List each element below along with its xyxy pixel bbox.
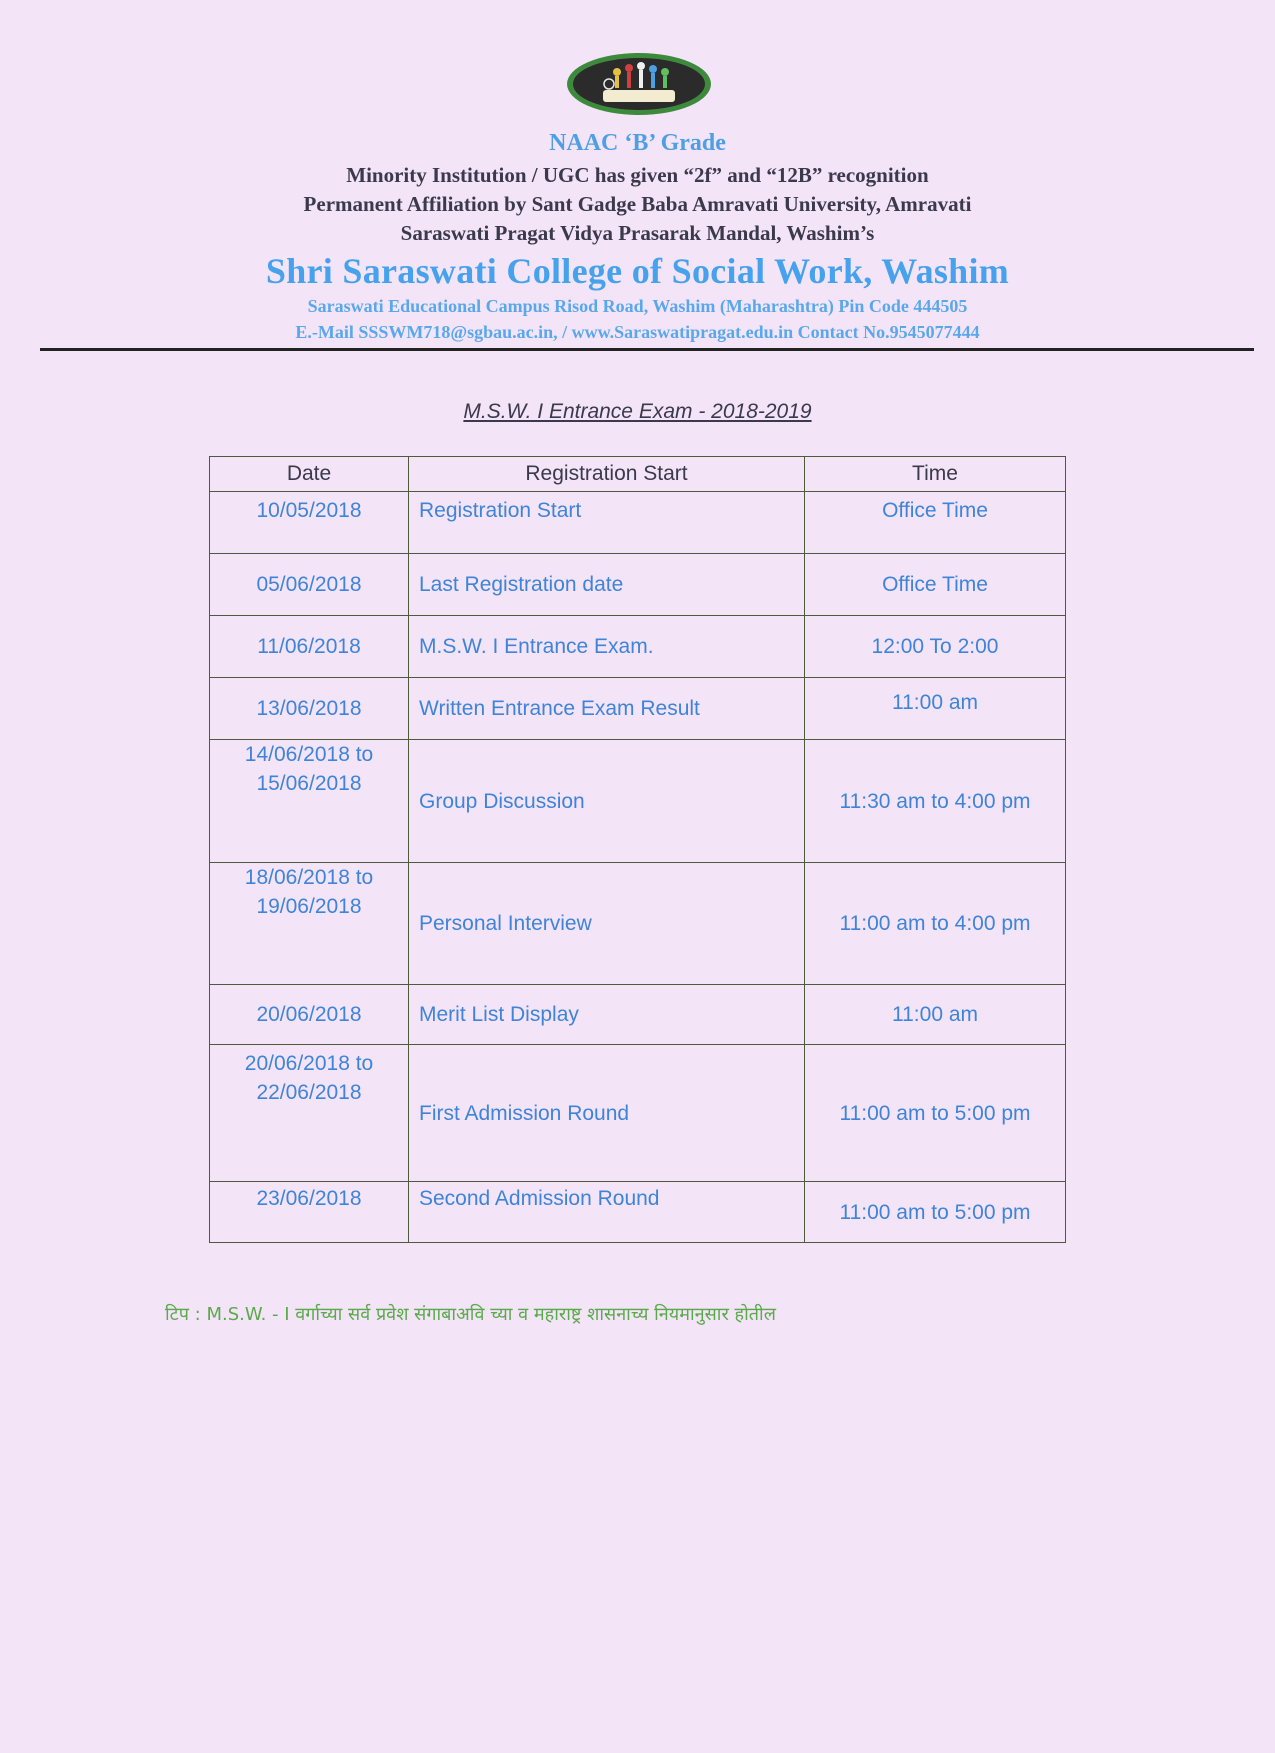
table-row bbox=[210, 1182, 1066, 1243]
event-label: Written Entrance Exam Result bbox=[419, 697, 700, 720]
date-line: 23/06/2018 bbox=[256, 1187, 362, 1210]
table-row bbox=[210, 740, 1066, 863]
row-event bbox=[409, 740, 805, 863]
event-label: Personal Interview bbox=[419, 912, 592, 935]
event-label: Registration Start bbox=[419, 499, 582, 522]
event-label: Last Registration date bbox=[419, 573, 624, 596]
column-header-time: Time bbox=[805, 457, 1066, 492]
table-row bbox=[210, 616, 1066, 678]
table-row bbox=[210, 863, 1066, 985]
row-time bbox=[805, 863, 1066, 985]
table-header-row bbox=[210, 457, 1066, 492]
college-address: Saraswati Educational Campus Risod Road, Washim (Maharashtra) Pin Code 444505 bbox=[307, 296, 968, 316]
row-time bbox=[805, 1182, 1066, 1243]
row-date bbox=[210, 554, 409, 616]
row-event bbox=[409, 678, 805, 740]
date-line: 05/06/2018 bbox=[256, 573, 362, 596]
row-time bbox=[805, 740, 1066, 863]
row-date bbox=[210, 1182, 409, 1243]
date-line: 18/06/2018 to bbox=[244, 866, 374, 889]
date-line: 19/06/2018 bbox=[256, 895, 362, 918]
event-label: Group Discussion bbox=[419, 789, 585, 813]
column-header-event: Registration Start bbox=[409, 457, 805, 492]
row-event bbox=[409, 492, 805, 554]
date-line: 10/05/2018 bbox=[256, 499, 362, 522]
time-label: 11:00 am to 4:00 pm bbox=[839, 912, 1031, 935]
date-line: 14/06/2018 to bbox=[244, 743, 374, 766]
time-label: 11:00 am to 5:00 pm bbox=[839, 1200, 1031, 1224]
row-time bbox=[805, 492, 1066, 554]
date-line: 20/06/2018 to bbox=[244, 1052, 374, 1075]
row-time bbox=[805, 616, 1066, 678]
event-label: Second Admission Round bbox=[419, 1187, 660, 1210]
table-row bbox=[210, 985, 1066, 1045]
table-row bbox=[210, 554, 1066, 616]
exam-schedule-table bbox=[209, 456, 1066, 1243]
page-title: M.S.W. I Entrance Exam - 2018-2019 bbox=[463, 400, 812, 423]
row-time bbox=[805, 985, 1066, 1045]
row-event bbox=[409, 863, 805, 985]
date-line: 15/06/2018 bbox=[256, 772, 362, 795]
time-label: Office Time bbox=[882, 499, 988, 522]
row-event bbox=[409, 1045, 805, 1182]
time-label: 11:00 am bbox=[892, 691, 978, 714]
row-time bbox=[805, 1045, 1066, 1182]
time-label: 11:00 am bbox=[892, 1003, 978, 1026]
row-date bbox=[210, 740, 409, 863]
table-row bbox=[210, 678, 1066, 740]
event-label: Merit List Display bbox=[419, 1003, 579, 1026]
row-date bbox=[210, 863, 409, 985]
row-date bbox=[210, 1045, 409, 1182]
society-line: Saraswati Pragat Vidya Prasarak Mandal, Washim’s bbox=[400, 221, 875, 245]
date-line: 20/06/2018 bbox=[256, 1003, 362, 1026]
row-date bbox=[210, 678, 409, 740]
recognition-line: Minority Institution / UGC has given “2f” and “12B” recognition bbox=[346, 163, 929, 187]
college-contact: E.-Mail SSSWM718@sgbau.ac.in, / www.Saraswatipragat.edu.in Contact No.9545077444 bbox=[295, 322, 980, 342]
affiliation-line: Permanent Affiliation by Sant Gadge Baba Amravati University, Amravati bbox=[303, 192, 972, 216]
time-label: 12:00 To 2:00 bbox=[871, 635, 999, 658]
college-emblem-icon bbox=[565, 52, 713, 116]
row-event bbox=[409, 616, 805, 678]
row-date bbox=[210, 985, 409, 1045]
time-label: Office Time bbox=[882, 573, 988, 596]
date-line: 13/06/2018 bbox=[256, 697, 362, 720]
event-label: First Admission Round bbox=[419, 1101, 630, 1125]
header-divider bbox=[40, 348, 1254, 351]
time-label: 11:30 am to 4:00 pm bbox=[839, 789, 1031, 813]
column-header-date: Date bbox=[210, 457, 409, 492]
row-date bbox=[210, 492, 409, 554]
date-line: 11/06/2018 bbox=[257, 635, 361, 658]
row-date bbox=[210, 616, 409, 678]
time-label: 11:00 am to 5:00 pm bbox=[839, 1101, 1031, 1125]
college-name: Shri Saraswati College of Social Work, Washim bbox=[265, 251, 1010, 291]
row-event bbox=[409, 554, 805, 616]
row-event bbox=[409, 1182, 805, 1243]
table-row bbox=[210, 1045, 1066, 1182]
date-line: 22/06/2018 bbox=[256, 1081, 362, 1104]
admission-note: टिप : M.S.W. - I वर्गाच्या सर्व प्रवेश संगाबाअवि च्या व महाराष्ट्र शासनाच्य नियमानुसार होतील bbox=[165, 1304, 776, 1325]
row-time bbox=[805, 678, 1066, 740]
table-row bbox=[210, 492, 1066, 554]
naac-grade: NAAC ‘B’ Grade bbox=[549, 130, 726, 156]
event-label: M.S.W. I Entrance Exam. bbox=[419, 635, 654, 658]
row-event bbox=[409, 985, 805, 1045]
row-time bbox=[805, 554, 1066, 616]
